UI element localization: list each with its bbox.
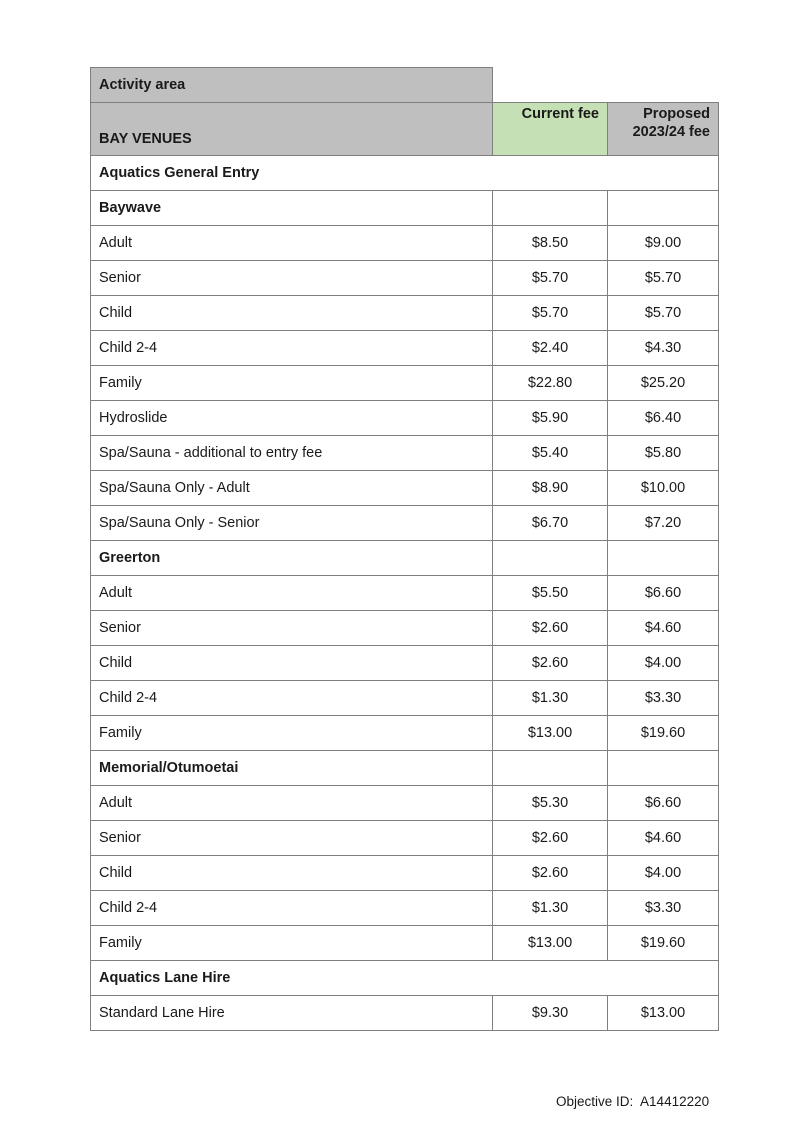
objective-label: Objective ID: (556, 1094, 634, 1109)
proposed-fee: $3.30 (608, 891, 719, 926)
proposed-fee: $25.20 (608, 366, 719, 401)
fee-label: Child 2-4 (91, 891, 493, 926)
fee-label: Adult (91, 786, 493, 821)
current-fee: $8.90 (493, 471, 608, 506)
fee-label: Adult (91, 576, 493, 611)
fee-label: Child (91, 296, 493, 331)
fee-label: Hydroslide (91, 401, 493, 436)
fee-label: Spa/Sauna Only - Senior (91, 506, 493, 541)
current-fee-header: Current fee (493, 103, 608, 156)
table-row (91, 366, 719, 401)
table-row (91, 681, 719, 716)
title-row (91, 68, 719, 103)
proposed-fee: $4.00 (608, 856, 719, 891)
objective-value: A14412220 (640, 1094, 710, 1109)
proposed-fee: $4.30 (608, 331, 719, 366)
current-fee: $13.00 (493, 926, 608, 961)
proposed-fee (608, 751, 719, 786)
venue-name: Baywave (91, 191, 493, 226)
table-row (91, 611, 719, 646)
proposed-fee: $9.00 (608, 226, 719, 261)
fee-label: Spa/Sauna Only - Adult (91, 471, 493, 506)
proposed-fee: $19.60 (608, 716, 719, 751)
proposed-fee: $19.60 (608, 926, 719, 961)
blank-cell (493, 68, 719, 103)
table-row (91, 226, 719, 261)
table-row (91, 401, 719, 436)
current-fee: $2.60 (493, 856, 608, 891)
current-fee: $5.40 (493, 436, 608, 471)
objective-id (556, 1094, 709, 1109)
section-row (91, 156, 719, 191)
fee-label: Child (91, 856, 493, 891)
fee-label: Senior (91, 261, 493, 296)
group-row (91, 541, 719, 576)
current-fee: $5.70 (493, 261, 608, 296)
table-row (91, 786, 719, 821)
table-row (91, 261, 719, 296)
table-row (91, 996, 719, 1031)
current-fee (493, 191, 608, 226)
table-row (91, 436, 719, 471)
proposed-fee: $5.80 (608, 436, 719, 471)
proposed-fee (608, 541, 719, 576)
venue-name: Memorial/Otumoetai (91, 751, 493, 786)
fees-table (90, 67, 719, 1031)
fee-label: Standard Lane Hire (91, 996, 493, 1031)
current-fee: $5.90 (493, 401, 608, 436)
fee-label: Child 2-4 (91, 681, 493, 716)
fee-label: Adult (91, 226, 493, 261)
table-row (91, 576, 719, 611)
table-row (91, 296, 719, 331)
fee-label: Family (91, 716, 493, 751)
current-fee (493, 751, 608, 786)
venue-name: Greerton (91, 541, 493, 576)
fee-label: Senior (91, 611, 493, 646)
current-fee: $1.30 (493, 891, 608, 926)
group-row (91, 751, 719, 786)
fee-label: Family (91, 366, 493, 401)
proposed-fee: $4.60 (608, 611, 719, 646)
proposed-fee: $3.30 (608, 681, 719, 716)
current-fee: $5.50 (493, 576, 608, 611)
fee-label: Child 2-4 (91, 331, 493, 366)
proposed-fee: $10.00 (608, 471, 719, 506)
table-row (91, 891, 719, 926)
proposed-fee: $5.70 (608, 261, 719, 296)
current-fee: $13.00 (493, 716, 608, 751)
fees-table-body (91, 68, 719, 1031)
table-row (91, 821, 719, 856)
table-row (91, 856, 719, 891)
current-fee: $2.60 (493, 646, 608, 681)
proposed-fee: $6.60 (608, 786, 719, 821)
proposed-fee: $13.00 (608, 996, 719, 1031)
fee-label: Family (91, 926, 493, 961)
fee-label: Senior (91, 821, 493, 856)
proposed-fee: $4.60 (608, 821, 719, 856)
table-row (91, 471, 719, 506)
venue-heading: BAY VENUES (91, 103, 493, 156)
proposed-fee: $7.20 (608, 506, 719, 541)
current-fee: $5.30 (493, 786, 608, 821)
proposed-fee: $6.60 (608, 576, 719, 611)
table-row (91, 716, 719, 751)
section-row (91, 961, 719, 996)
fee-label: Child (91, 646, 493, 681)
section-label: Aquatics General Entry (91, 156, 719, 191)
table-row (91, 646, 719, 681)
proposed-fee: $6.40 (608, 401, 719, 436)
current-fee: $5.70 (493, 296, 608, 331)
proposed-fee (608, 191, 719, 226)
current-fee (493, 541, 608, 576)
current-fee: $1.30 (493, 681, 608, 716)
current-fee: $2.60 (493, 821, 608, 856)
current-fee: $22.80 (493, 366, 608, 401)
table-row (91, 506, 719, 541)
proposed-fee: $5.70 (608, 296, 719, 331)
current-fee: $8.50 (493, 226, 608, 261)
proposed-fee-header: Proposed 2023/24 fee (608, 103, 719, 156)
current-fee: $2.60 (493, 611, 608, 646)
current-fee: $6.70 (493, 506, 608, 541)
proposed-fee: $4.00 (608, 646, 719, 681)
current-fee: $2.40 (493, 331, 608, 366)
table-row (91, 926, 719, 961)
section-label: Aquatics Lane Hire (91, 961, 719, 996)
header-row (91, 103, 719, 156)
group-row (91, 191, 719, 226)
current-fee: $9.30 (493, 996, 608, 1031)
fee-label: Spa/Sauna - additional to entry fee (91, 436, 493, 471)
table-row (91, 331, 719, 366)
activity-area-heading: Activity area (91, 68, 493, 103)
